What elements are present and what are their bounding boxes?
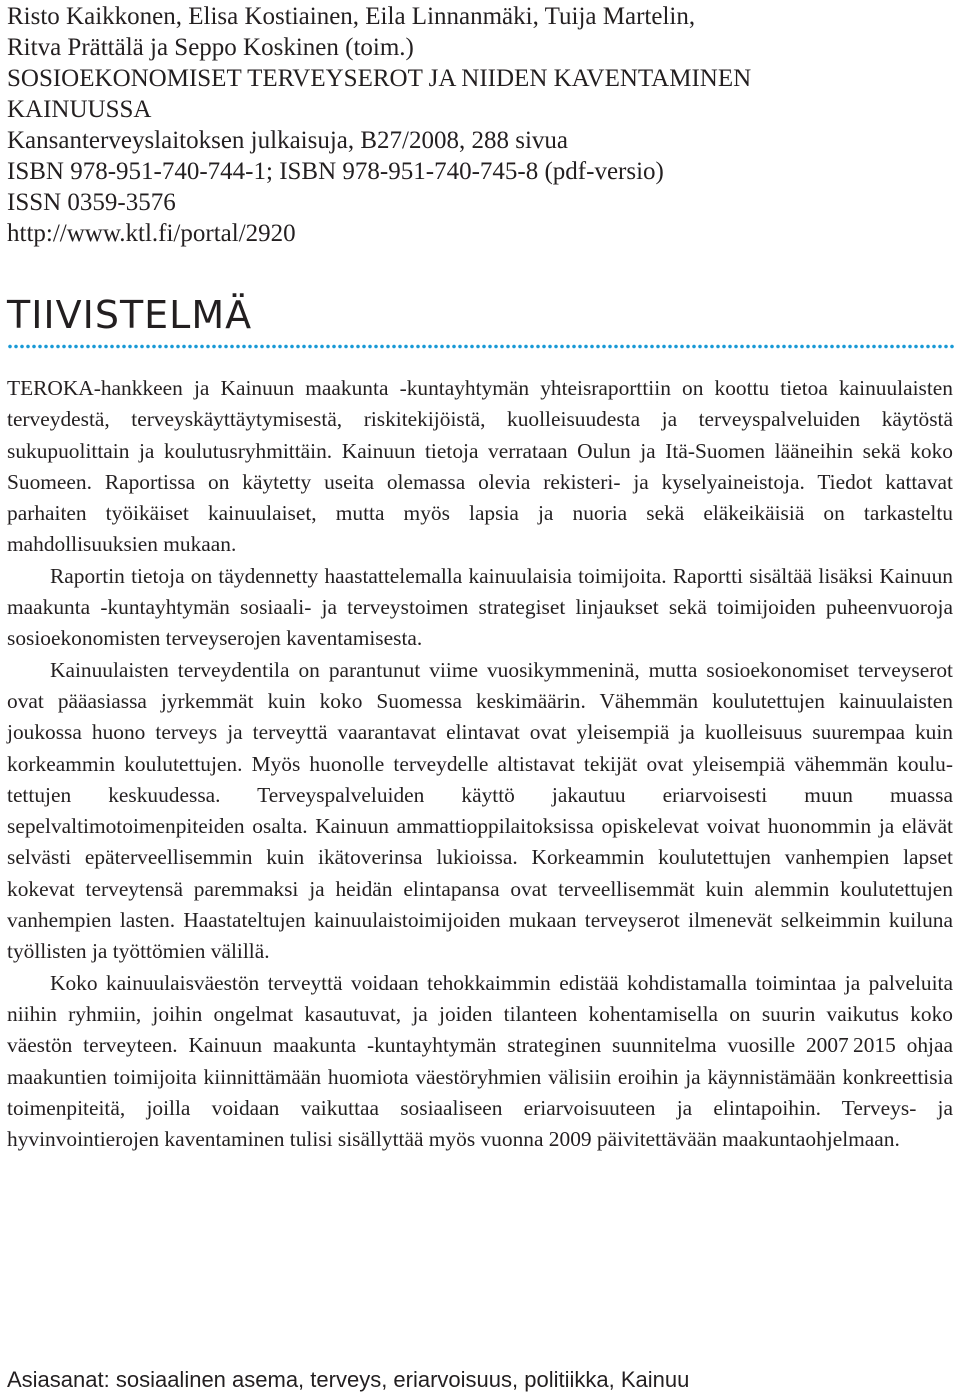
paragraph-1: TEROKA-hankkeen ja Kainuun maakunta -kuntayhtymän yhteisraporttiin on koottu tietoa kainuulaisten terveydestä, terveyskäyttäytymisestä, riskitekijöistä, kuolleisuudesta ja terveyspalveluiden käytöstä sukupuolittain ja koulutusryhmittäin. Kainuun tietoja verrataan Oulun ja Itä-Suomen lääneihin sekä koko Suomeen. Raportissa on käytetty useita olemassa olevia rekisteri- ja kyselyaineistoja. Tiedot kattavat parhaiten työikäiset kainuulaiset, mutta myös lapsia ja nuoria sekä eläkeikäisiä on tarkasteltu mahdollisuuksien mukaan. <box>7 376 953 557</box>
series-info: Kansanterveyslaitoksen julkaisuja, B27/2008, 288 sivua <box>7 127 569 154</box>
portal-url: http://www.ktl.fi/portal/2920 <box>7 220 296 247</box>
issn-info: ISSN 0359-3576 <box>7 189 176 216</box>
isbn-info: ISBN 978-951-740-744-1; ISBN 978-951-740-745-8 (pdf-versio) <box>7 158 664 185</box>
abstract-page <box>7 0 953 1155</box>
bibliographic-info <box>7 0 953 249</box>
abstract-body <box>7 373 953 1155</box>
section-heading: TIIVISTELMÄ <box>7 293 253 337</box>
authors-line-2: Ritva Prättälä ja Seppo Koskinen (toim.) <box>7 34 414 61</box>
dotted-divider <box>7 344 955 349</box>
paragraph-2: Raportin tietoja on täydennetty haastattelemalla kainuulaisia toimijoita. Raportti sisältää lisäksi Kainuun maakunta -kuntayhtymän sosiaali- ja terveystoimen strategiset linjaukset sekä toimijoiden puheenvuoroja sosioekonomisten terveyserojen kaventamisesta. <box>7 563 953 651</box>
authors-line-1: Risto Kaikkonen, Elisa Kostiainen, Eila Linnanmäki, Tuija Martelin, <box>7 3 696 30</box>
publication-title-line-1: SOSIOEKONOMISET TERVEYSEROT JA NIIDEN KAVENTAMINEN <box>7 65 752 92</box>
publication-title-line-2: KAINUUSSA <box>7 96 152 123</box>
paragraph-4: Koko kainuulaisväestön terveyttä voidaan tehokkaimmin edistää kohdistamalla toimintaa ja palveluita niihin ryhmiin, joihin ongelmat kasautuvat, ja joiden tilanteen kohentamisella on suurin vaikutus koko väestön terveyteen. Kainuun maakunta -kuntayhtymän strateginen suunnitelma vuosille 2007 2015 ohjaa maakuntien toimijoita kiinnittämään huomiota väestöryhmien välisiin eroihin ja käynnistämään konkreettisia toimenpiteitä, joilla voidaan vaikuttaa sosiaaliseen eriarvoisuuteen ja elintapoihin. Terveys- ja hyvinvointierojen kaventaminen tulisi sisällyttää myös vuonna 2009 päivitettävään maakuntaohjelmaan. <box>7 970 953 1152</box>
keywords-line: Asiasanat: sosiaalinen asema, terveys, eriarvoisuus, politiikka, Kainuu <box>7 1367 690 1392</box>
paragraph-3: Kainuulaisten terveydentila on parantunut viime vuosikymmeninä, mutta sosioekonomiset terveyserot ovat pääasiassa jyrkemmät kuin koko Suomessa keskimäärin. Vähemmän koulutettujen kainuulaisten joukossa huono terveys ja terveyttä vaarantavat elintavat ovat yleisempiä ja kuolleisuus suurempaa kuin korkeammin koulutettujen. Myös huonolle terveydelle altistavat tekijät ovat yleisempiä vähemmän koulutettujen keskuudessa. Terveyspalveluiden käyttö jakautuu eriarvoisesti muun muassa sepelvaltimotoimenpiteiden osalta. Kainuun ammattioppilaitoksissa opiskelevat voivat huonommin ja elävät selvästi epäterveellisemmin kuin ikätoverinsa lukioissa. Korkeammin koulutettujen vanhempien lapset kokevat terveytensä paremmaksi ja heidän elintapansa ovat terveellisemmät kuin alemmin koulutettujen vanhempien lasten. Haastateltujen kainuulaistoimijoiden mukaan terveyserot ilmenevät selkeimmin kuiluna työllisten ja työttömien välillä. <box>7 657 953 964</box>
